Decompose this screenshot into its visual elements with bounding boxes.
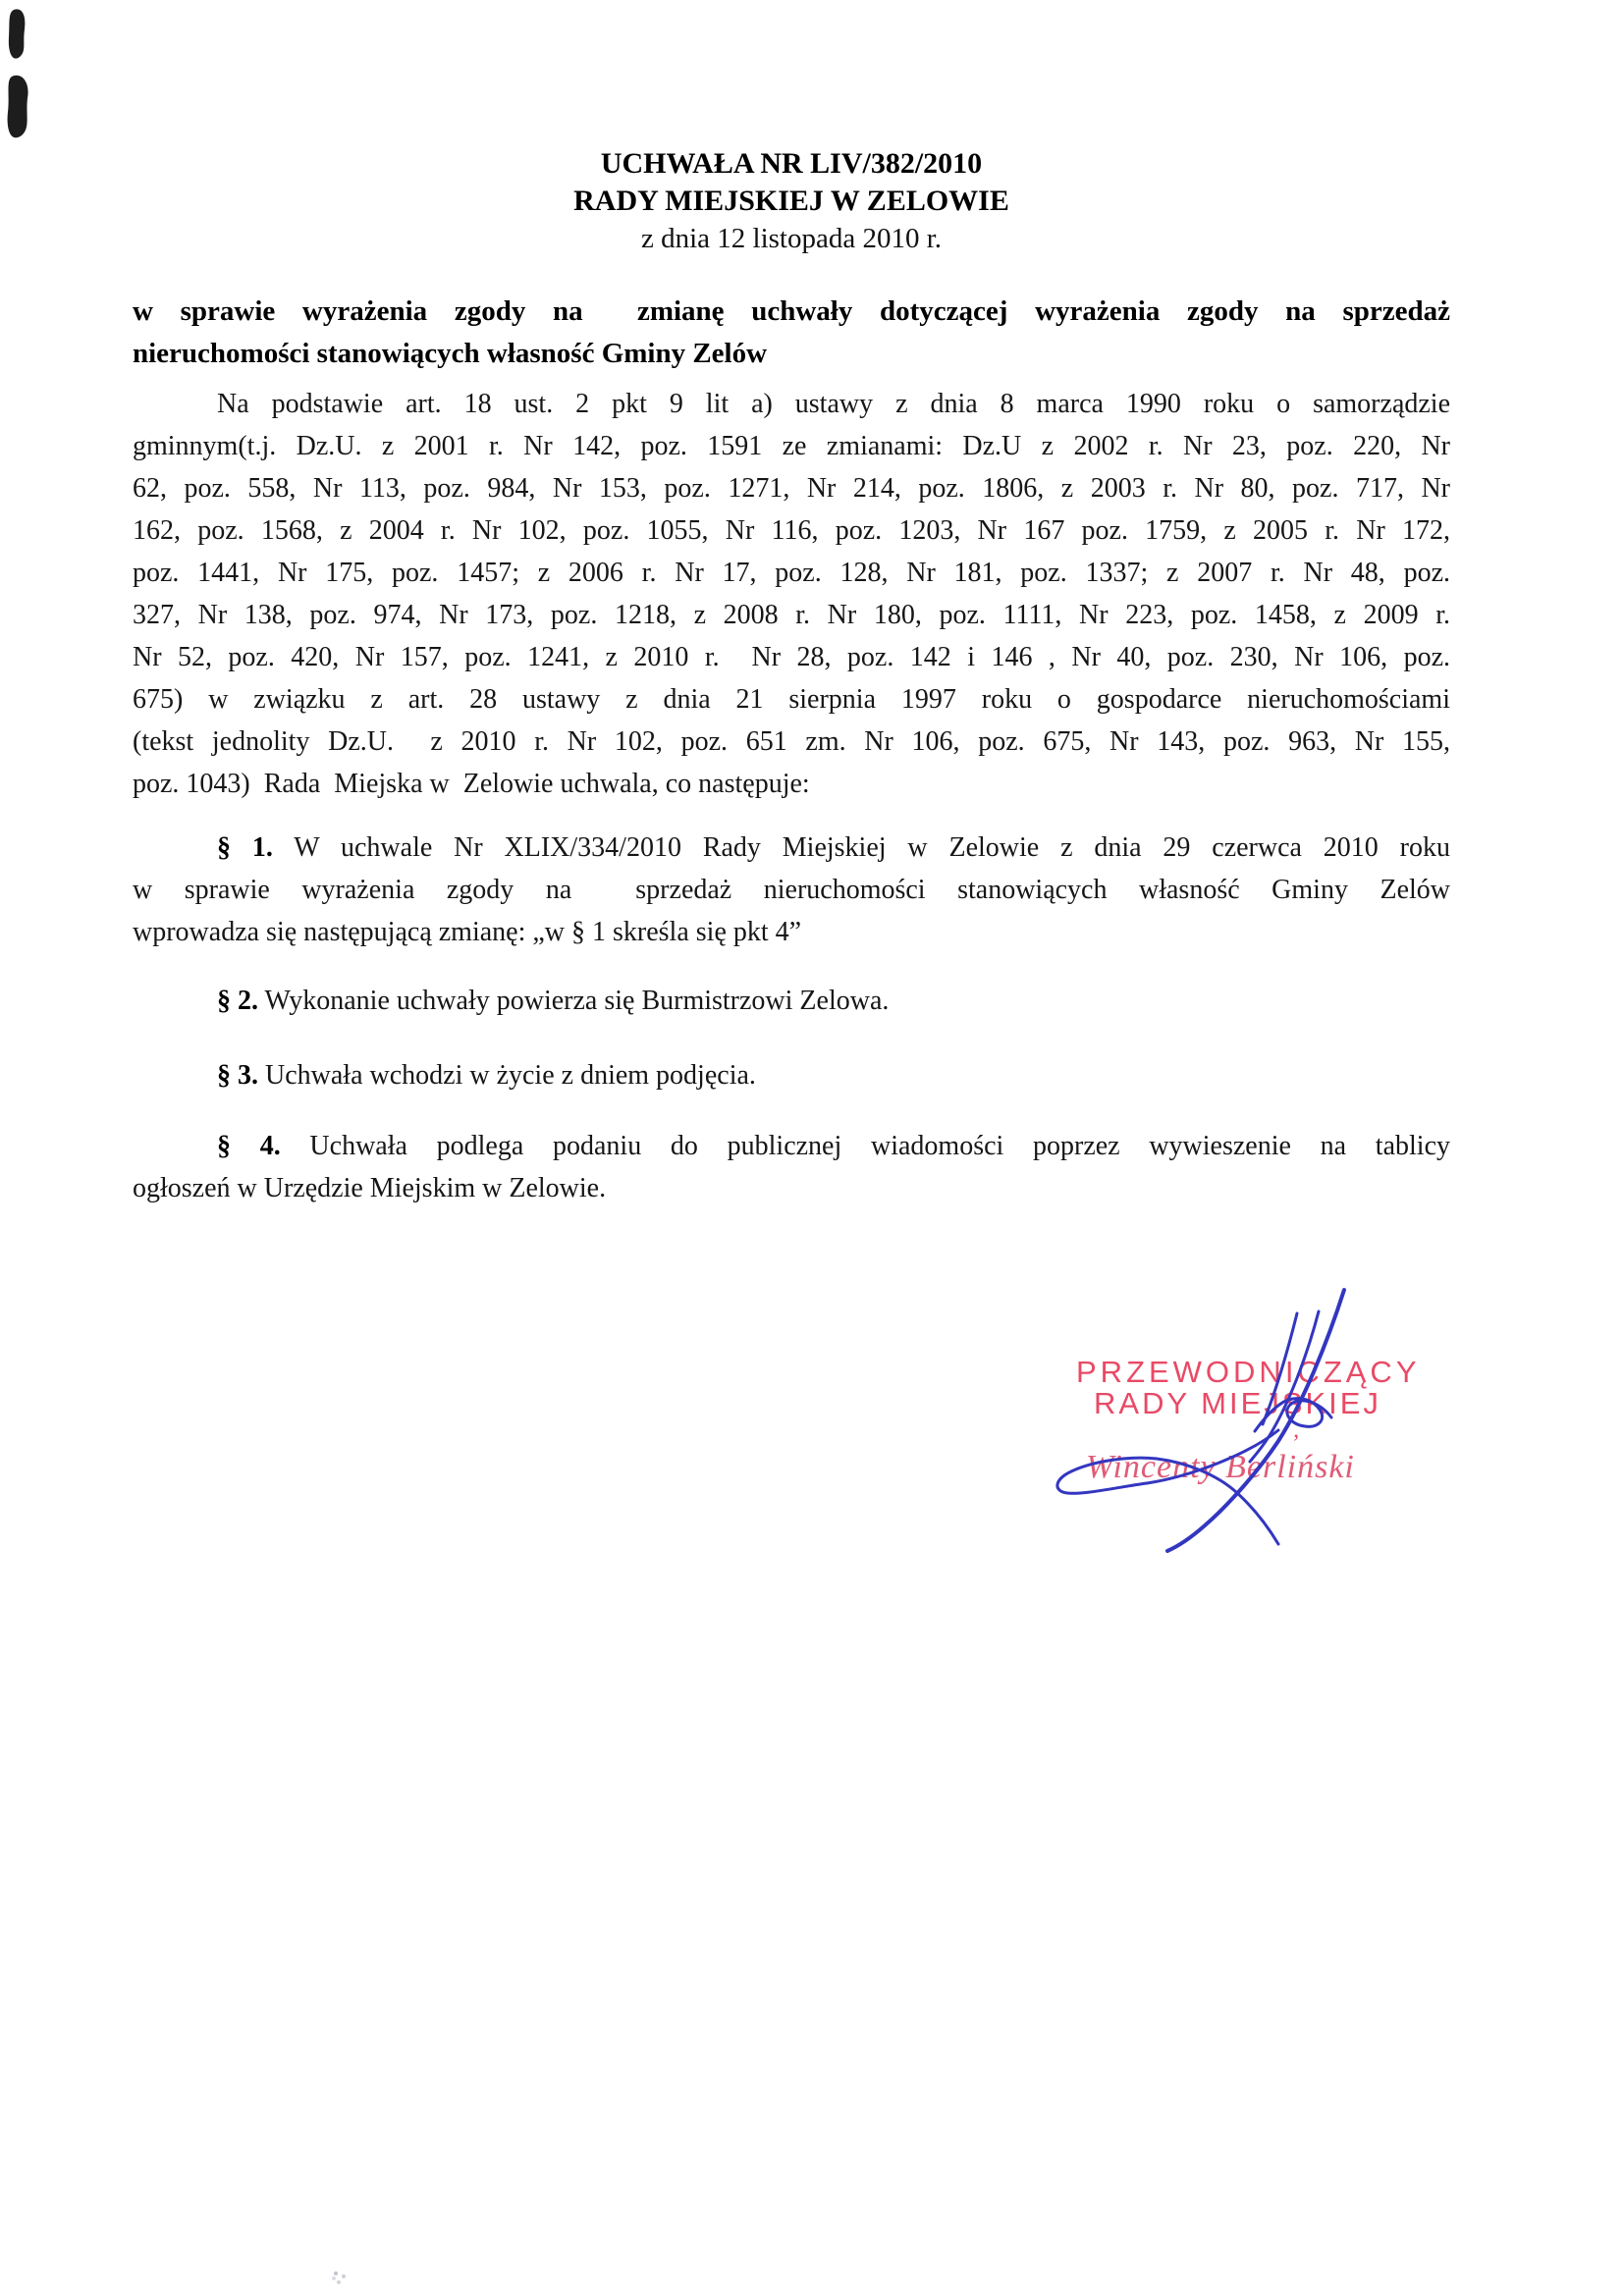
legal-basis-paragraph	[133, 383, 1450, 805]
document-date: z dnia 12 listopada 2010 r.	[640, 223, 943, 254]
handwritten-signature-ink	[1021, 1268, 1404, 1573]
section-1-paragraph	[133, 827, 1450, 953]
text-line: § 2. Wykonanie uchwały powierza się Burmistrzowi Zelowa.	[217, 986, 890, 1016]
text-line: Na podstawie art. 18 ust. 2 pkt 9 lit a) ustawy z dnia 8 marca 1990 roku o samorządzie	[217, 389, 1450, 419]
text-line: § 3. Uchwała wchodzi w życie z dniem podjęcia.	[217, 1060, 756, 1091]
document-subject	[133, 291, 1450, 375]
signature-block	[1021, 1268, 1421, 1573]
section-2-paragraph	[133, 980, 1450, 1022]
text-line: poz. 1043) Rada Miejska w Zelowie uchwala, co następuje:	[133, 769, 810, 799]
scan-artifact-corner	[0, 0, 49, 157]
subject-line: nieruchomości stanowiących własność Gminy Zelów	[133, 338, 768, 369]
scan-speck	[334, 2271, 338, 2275]
issuing-body: RADY MIEJSKIEJ W ZELOWIE	[573, 185, 1009, 217]
text-line: § 4. Uchwała podlega podaniu do publicznej wiadomości poprzez wywieszenie na tablicy	[217, 1131, 1450, 1161]
text-line: 62, poz. 558, Nr 113, poz. 984, Nr 153, poz. 1271, Nr 214, poz. 1806, z 2003 r. Nr 80, poz. 717, Nr	[133, 473, 1450, 504]
text-line: ogłoszeń w Urzędzie Miejskim w Zelowie.	[133, 1173, 607, 1203]
stamp-title-line: PRZEWODNICZĄCY	[1076, 1355, 1421, 1389]
subject-line: w sprawie wyrażenia zgody na zmianę uchwały dotyczącej wyrażenia zgody na sprzedaż	[133, 295, 1450, 327]
text-line: poz. 1441, Nr 175, poz. 1457; z 2006 r. Nr 17, poz. 128, Nr 181, poz. 1337; z 2007 r. Nr 48, poz.	[133, 558, 1450, 588]
text-line: § 1. W uchwale Nr XLIX/334/2010 Rady Miejskiej w Zelowie z dnia 29 czerwca 2010 roku	[217, 832, 1450, 863]
text-line: 162, poz. 1568, z 2004 r. Nr 102, poz. 1055, Nr 116, poz. 1203, Nr 167 poz. 1759, z 2005 r. Nr 172,	[133, 515, 1450, 546]
text-line: 675) w związku z art. 28 ustawy z dnia 21 sierpnia 1997 roku o gospodarce nieruchomościami	[133, 684, 1450, 715]
stamp-mark: ‚	[1292, 1417, 1300, 1443]
text-line: (tekst jednolity Dz.U. z 2010 r. Nr 102, poz. 651 zm. Nr 106, poz. 675, Nr 143, poz. 963, Nr 155,	[133, 726, 1450, 757]
stamp-title-line: RADY MIEJSKIEJ	[1094, 1386, 1381, 1420]
section-4-paragraph	[133, 1125, 1450, 1209]
text-line: 327, Nr 138, poz. 974, Nr 173, poz. 1218, z 2008 r. Nr 180, poz. 1111, Nr 223, poz. 1458, z 2009 r.	[133, 600, 1450, 630]
section-3-paragraph	[133, 1054, 1450, 1096]
document-title: UCHWAŁA NR LIV/382/2010	[600, 147, 983, 180]
text-line: gminnym(t.j. Dz.U. z 2001 r. Nr 142, poz. 1591 ze zmianami: Dz.U z 2002 r. Nr 23, poz. 220, Nr	[133, 431, 1450, 461]
document-header	[133, 145, 1450, 257]
stamp-name: Wincenty Berliński	[1086, 1449, 1355, 1485]
text-line: w sprawie wyrażenia zgody na sprzedaż nieruchomości stanowiących własność Gminy Zelów	[133, 875, 1450, 905]
text-line: Nr 52, poz. 420, Nr 157, poz. 1241, z 2010 r. Nr 28, poz. 142 i 146 , Nr 40, poz. 230, Nr 106, poz.	[133, 642, 1450, 672]
text-line: wprowadza się następującą zmianę: „w § 1 skreśla się pkt 4”	[133, 917, 802, 947]
